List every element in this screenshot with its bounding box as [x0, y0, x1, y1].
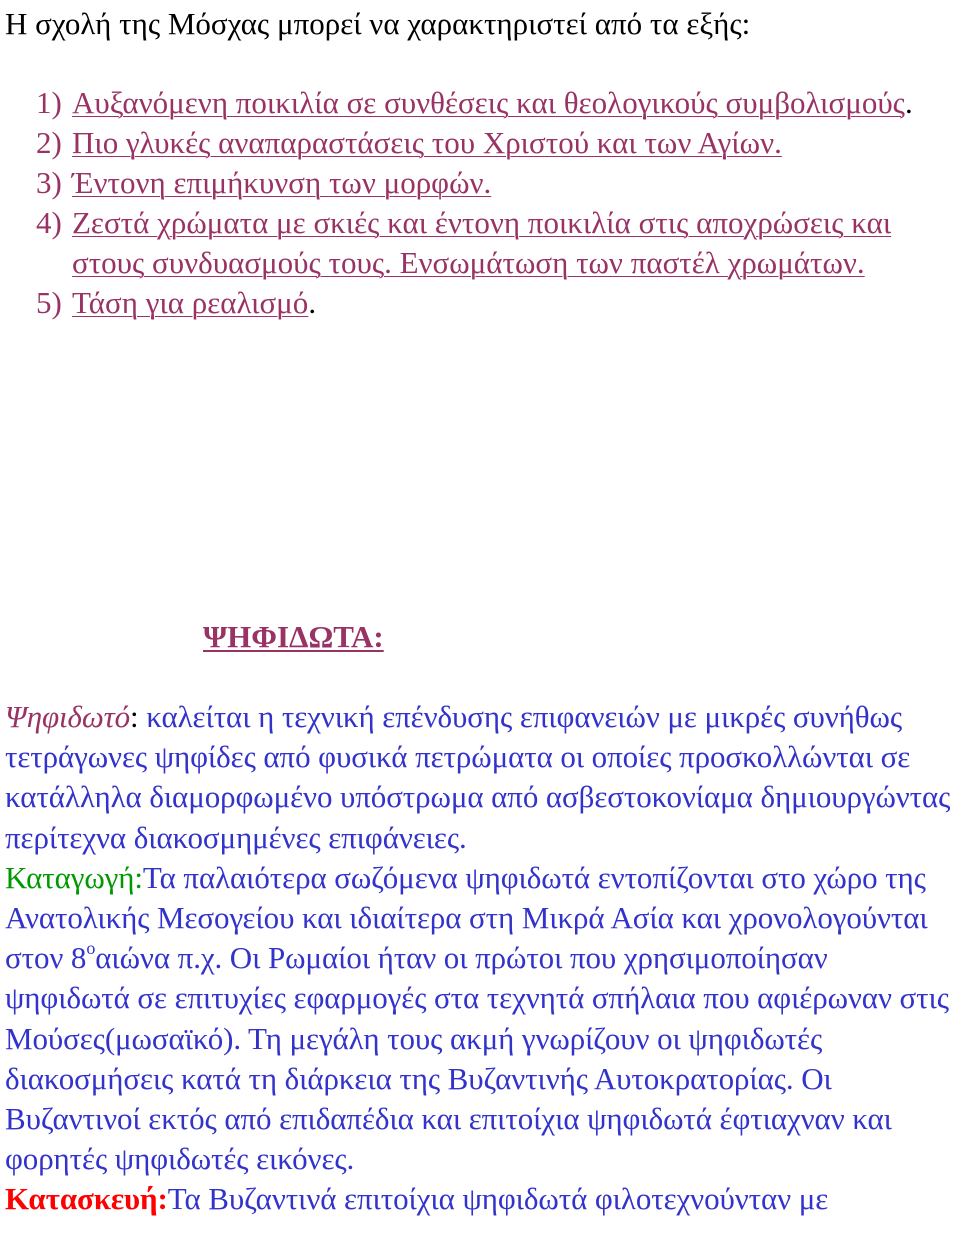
definition-colon: :: [130, 699, 139, 734]
list-item-text: Ζεστά χρώματα με σκιές και έντονη ποικιλία στις αποχρώσεις και στους συνδυασμούς τους. Ενσωμάτωση των παστέλ χρωμάτων.: [72, 205, 892, 280]
list-number: 1): [36, 85, 62, 120]
list-item: [0, 83, 960, 123]
list-item-text: Αυξανόμενη ποικιλία σε συνθέσεις και θεολογικούς συμβολισμούς: [72, 85, 905, 120]
list-item: [0, 123, 960, 163]
list-number: 3): [36, 165, 62, 200]
definition-text: καλείται η τεχνική επένδυσης επιφανειών με μικρές συνήθως τετράγωνες ψηφίδες από φυσικά πετρώματα οι οποίες προσκολλώνται σε κατάλληλα διαμορφωμένο υπόστρωμα από ασβεστοκονίαμα δημιουργώντας περίτεχνα διακοσμημένες επιφάνειες.: [5, 699, 951, 855]
list-item-text: Πιο γλυκές αναπαραστάσεις του Χριστού και των Αγίων.: [72, 125, 782, 160]
list-item: [0, 283, 960, 323]
list-item-text: Τάση για ρεαλισμό: [72, 285, 309, 320]
list-number: 5): [36, 285, 62, 320]
construction-text: Τα Βυζαντινά επιτοίχια ψηφιδωτά φιλοτεχνούνταν με: [167, 1181, 829, 1217]
body-paragraph: [5, 697, 959, 1220]
construction-term: Κατασκευή:: [5, 1181, 168, 1217]
origin-text: Τα παλαιότερα σωζόμενα ψηφιδωτά εντοπίζονται στο χώρο της Ανατολικής Μεσογείου και ιδιαίτερα στη Μικρά Ασία και χρονολογούνται στον 8: [5, 859, 928, 976]
list-item-text: Έντονη επιμήκυνση των μορφών.: [72, 165, 492, 200]
list-item: [0, 203, 960, 283]
intro-line: Η σχολή της Μόσχας μπορεί να χαρακτηριστεί από τα εξής:: [5, 6, 751, 41]
list-number: 2): [36, 125, 62, 160]
origin-text-continued: αιώνα π.χ. Οι Ρωμαίοι ήταν οι πρώτοι που χρησιμοποίησαν ψηφιδωτά σε επιτυχίες εφαρμογές στα τεχνητά σπήλαια που αφιέρωναν στις Μούσες(μωσαϊκό). Τη μεγάλη τους ακμή γνωρίζουν οι ψηφιδωτές διακοσμήσεις κατά τη διάρκεια της Βυζαντινής Αυτοκρατορίας. Οι Βυζαντινοί εκτός από επιδαπέδια και επιτοίχια ψηφιδωτά έφτιαχναν και φορητές ψηφιδωτές εικόνες.: [5, 940, 949, 1177]
section-heading: ΨΗΦΙΔΩΤΑ:: [203, 619, 384, 654]
list-item-tail: .: [904, 85, 913, 120]
origin-superscript: ο: [86, 937, 96, 958]
list-number: 4): [36, 205, 62, 240]
characteristics-list: [0, 83, 960, 323]
origin-term: Καταγωγή:: [5, 859, 143, 895]
definition-term: Ψηφιδωτό: [5, 699, 131, 734]
list-item-tail: .: [308, 285, 317, 320]
list-item: [0, 163, 960, 203]
